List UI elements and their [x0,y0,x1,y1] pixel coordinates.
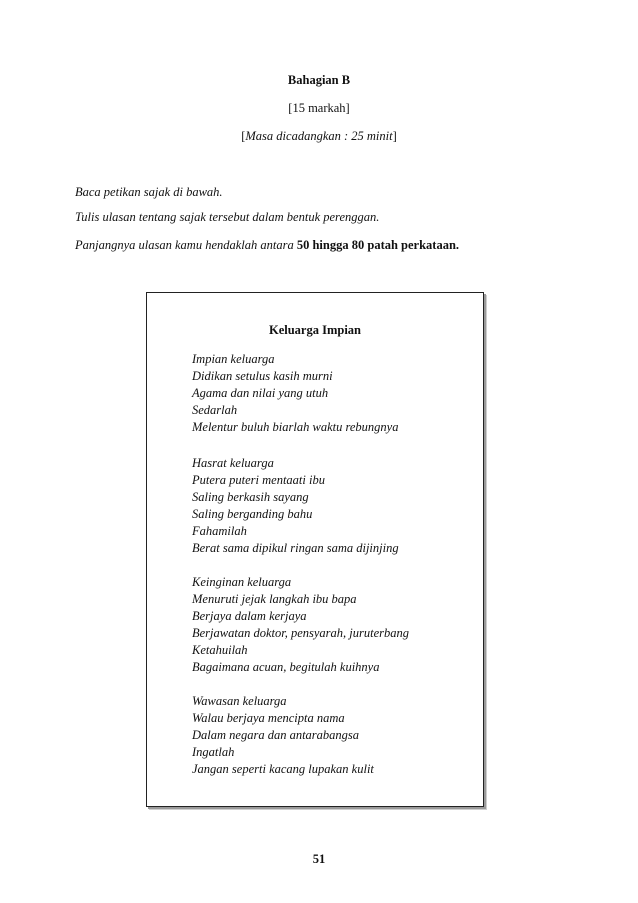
poem-stanza-3 [192,574,409,676]
poem-line: Agama dan nilai yang utuh [192,386,329,400]
poem-line: Hasrat keluarga [192,456,274,470]
poem-stanza-4 [192,693,374,778]
poem-stanza-1 [192,351,398,436]
poem-line: Sedarlah [192,403,238,417]
poem-line: Ingatlah [192,745,235,759]
poem-line: Saling berkasih sayang [192,490,309,504]
instruction-write: Tulis ulasan tentang sajak tersebut dalam bentuk perenggan. [75,210,380,224]
poem-line: Bagaimana acuan, begitulah kuihnya [192,660,380,674]
poem-line: Walau berjaya mencipta nama [192,711,345,725]
poem-line: Impian keluarga [192,352,275,366]
poem-line: Jangan seperti kacang lupakan kulit [192,762,374,776]
poem-line: Melentur buluh biarlah waktu rebungnya [192,420,399,434]
poem-line: Saling berganding bahu [192,507,313,521]
duration-text: Masa dicadangkan : 25 minit [245,129,393,143]
instruction-length [75,238,459,253]
section-title: Bahagian B [287,73,351,87]
marks-label: [15 markah] [288,101,350,115]
duration-open-bracket: [ [241,129,246,143]
suggested-duration [0,129,638,144]
poem-line: Fahamilah [192,524,247,538]
poem-title: Keluarga Impian [268,323,362,337]
instruction-length-range: 50 hingga 80 patah perkataan. [296,238,460,252]
instruction-length-text: Panjangnya ulasan kamu hendaklah antara [75,238,297,252]
instruction-read: Baca petikan sajak di bawah. [75,185,223,199]
poem-line: Ketahuilah [192,643,248,657]
poem-box [146,292,484,807]
poem-line: Putera puteri mentaati ibu [192,473,325,487]
poem-line: Wawasan keluarga [192,694,287,708]
poem-line: Dalam negara dan antarabangsa [192,728,360,742]
poem-stanza-2 [192,455,399,557]
poem-line: Berat sama dipikul ringan sama dijinjing [192,541,399,555]
poem-line: Didikan setulus kasih murni [192,369,333,383]
poem-line: Menuruti jejak langkah ibu bapa [192,592,357,606]
poem-line: Keinginan keluarga [192,575,292,589]
duration-close-bracket: ] [392,129,397,143]
poem-line: Berjawatan doktor, pensyarah, juruterbang [192,626,410,640]
page-number: 51 [312,852,326,866]
poem-line: Berjaya dalam kerjaya [192,609,307,623]
